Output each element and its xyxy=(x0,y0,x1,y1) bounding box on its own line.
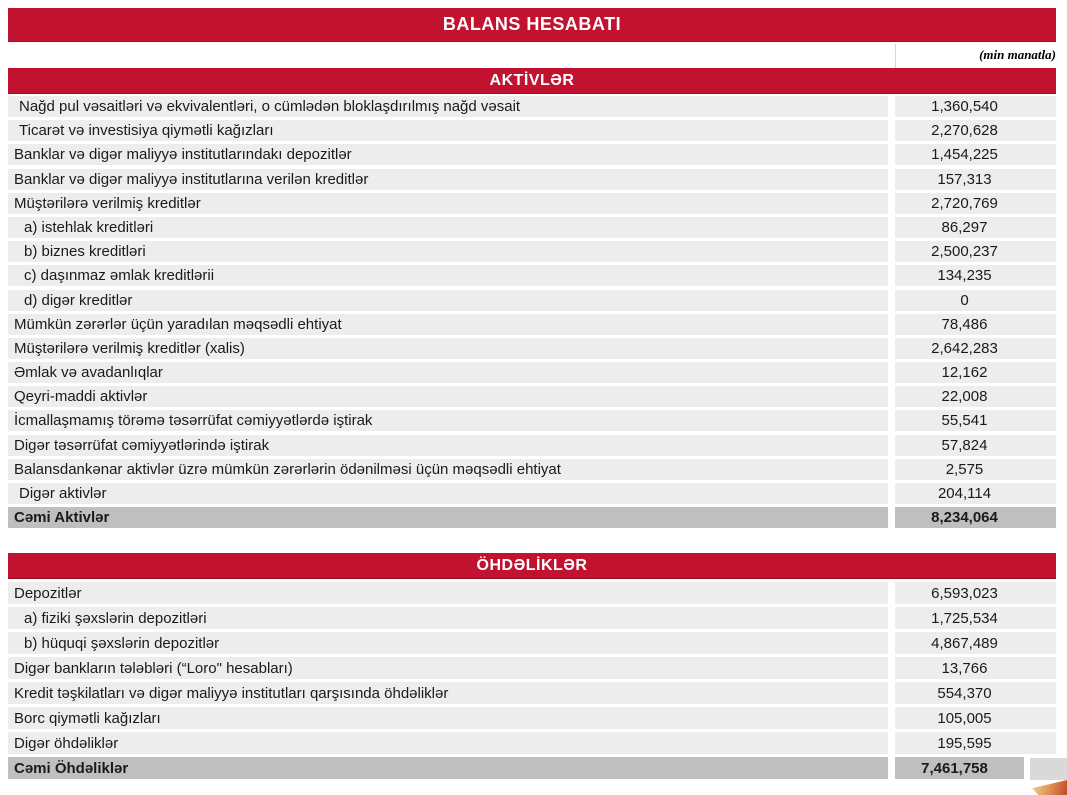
row-value: 6,593,023 xyxy=(895,582,1056,604)
table-row xyxy=(8,169,1056,190)
row-value: 105,005 xyxy=(895,707,1056,729)
total-row xyxy=(8,757,1056,779)
table-row xyxy=(8,435,1056,456)
table-row xyxy=(8,96,1056,117)
table-row xyxy=(8,144,1056,165)
row-value: 2,270,628 xyxy=(895,120,1056,141)
table-row xyxy=(8,483,1056,504)
total-row xyxy=(8,507,1056,528)
table-row xyxy=(8,265,1056,286)
row-value: 78,486 xyxy=(895,314,1056,335)
table-row xyxy=(8,290,1056,311)
table-row xyxy=(8,410,1056,431)
report-title-bar xyxy=(8,8,1056,42)
row-label: Borc qiymətli kağızları xyxy=(8,707,888,729)
row-label: Digər təsərrüfat cəmiyyətlərində iştirak xyxy=(8,435,888,456)
spreadsheet-cell-fragment xyxy=(1030,758,1067,780)
row-value: 2,720,769 xyxy=(895,193,1056,214)
row-label: d) digər kreditlər xyxy=(8,290,888,311)
row-value: 1,725,534 xyxy=(895,607,1056,629)
liabilities-section-title: ÖHDƏLİKLƏR xyxy=(476,556,588,574)
table-row xyxy=(8,657,1056,679)
row-label: Cəmi Öhdəliklər xyxy=(8,757,888,779)
unit-note: (min manatla) xyxy=(979,47,1056,62)
row-label: Digər aktivlər xyxy=(8,483,888,504)
row-value: 7,461,758 xyxy=(895,757,1024,779)
table-row xyxy=(8,338,1056,359)
table-row xyxy=(8,241,1056,262)
table-row xyxy=(8,607,1056,629)
row-label: a) fiziki şəxslərin depozitləri xyxy=(8,607,888,629)
table-row xyxy=(8,732,1056,754)
row-label: Müştərilərə verilmiş kreditlər xyxy=(8,193,888,214)
table-row xyxy=(8,217,1056,238)
row-label: Cəmi Aktivlər xyxy=(8,507,888,528)
row-label: b) hüquqi şəxslərin depozitlər xyxy=(8,632,888,654)
row-label: Digər bankların tələbləri (“Loro" hesabları) xyxy=(8,657,888,679)
table-row xyxy=(8,582,1056,604)
row-label: Qeyri-maddi aktivlər xyxy=(8,386,888,407)
row-value: 204,114 xyxy=(895,483,1056,504)
row-value: 157,313 xyxy=(895,169,1056,190)
row-label: Depozitlər xyxy=(8,582,888,604)
assets-section-header xyxy=(8,68,1056,94)
row-value: 195,595 xyxy=(895,732,1056,754)
table-row xyxy=(8,362,1056,383)
row-label: Banklar və digər maliyyə institutlarındakı depozitlər xyxy=(8,144,888,165)
assets-table xyxy=(8,96,1056,531)
table-row xyxy=(8,682,1056,704)
row-value: 13,766 xyxy=(895,657,1056,679)
table-row xyxy=(8,707,1056,729)
row-value: 57,824 xyxy=(895,435,1056,456)
row-value: 554,370 xyxy=(895,682,1056,704)
row-value: 55,541 xyxy=(895,410,1056,431)
row-value: 134,235 xyxy=(895,265,1056,286)
row-label: Digər öhdəliklər xyxy=(8,732,888,754)
row-value: 1,454,225 xyxy=(895,144,1056,165)
gridline-tick xyxy=(895,44,896,68)
liabilities-table xyxy=(8,582,1056,782)
row-value: 4,867,489 xyxy=(895,632,1056,654)
row-value: 2,500,237 xyxy=(895,241,1056,262)
row-label: Balansdankənar aktivlər üzrə mümkün zərərlərin ödənilməsi üçün məqsədli ehtiyat xyxy=(8,459,888,480)
row-label: Kredit təşkilatları və digər maliyyə institutları qarşısında öhdəliklər xyxy=(8,682,888,704)
row-value: 1,360,540 xyxy=(895,96,1056,117)
assets-section-title: AKTİVLƏR xyxy=(489,71,575,89)
row-label: b) biznes kreditləri xyxy=(8,241,888,262)
row-label: Nağd pul vəsaitləri və ekvivalentləri, o cümlədən bloklaşdırılmış nağd vəsait xyxy=(8,96,888,117)
row-label: Əmlak və avadanlıqlar xyxy=(8,362,888,383)
table-row xyxy=(8,120,1056,141)
row-label: Banklar və digər maliyyə institutlarına verilən kreditlər xyxy=(8,169,888,190)
row-value: 22,008 xyxy=(895,386,1056,407)
row-value: 2,642,283 xyxy=(895,338,1056,359)
table-row xyxy=(8,193,1056,214)
row-label: İcmallaşmamış törəmə təsərrüfat cəmiyyətlərdə iştirak xyxy=(8,410,888,431)
row-label: Mümkün zərərlər üçün yaradılan məqsədli ehtiyat xyxy=(8,314,888,335)
row-label: Müştərilərə verilmiş kreditlər (xalis) xyxy=(8,338,888,359)
liabilities-section-header xyxy=(8,553,1056,579)
corner-swoosh-graphic xyxy=(1032,780,1067,795)
row-value: 2,575 xyxy=(895,459,1056,480)
row-value: 8,234,064 xyxy=(895,507,1056,528)
page-title: BALANS HESABATI xyxy=(442,14,622,34)
row-label: c) daşınmaz əmlak kreditlərii xyxy=(8,265,888,286)
table-row xyxy=(8,386,1056,407)
table-row xyxy=(8,314,1056,335)
table-row xyxy=(8,459,1056,480)
row-value: 86,297 xyxy=(895,217,1056,238)
row-value: 0 xyxy=(895,290,1056,311)
row-value: 12,162 xyxy=(895,362,1056,383)
row-label: a) istehlak kreditləri xyxy=(8,217,888,238)
table-row xyxy=(8,632,1056,654)
row-label: Ticarət və investisiya qiymətli kağızları xyxy=(8,120,888,141)
